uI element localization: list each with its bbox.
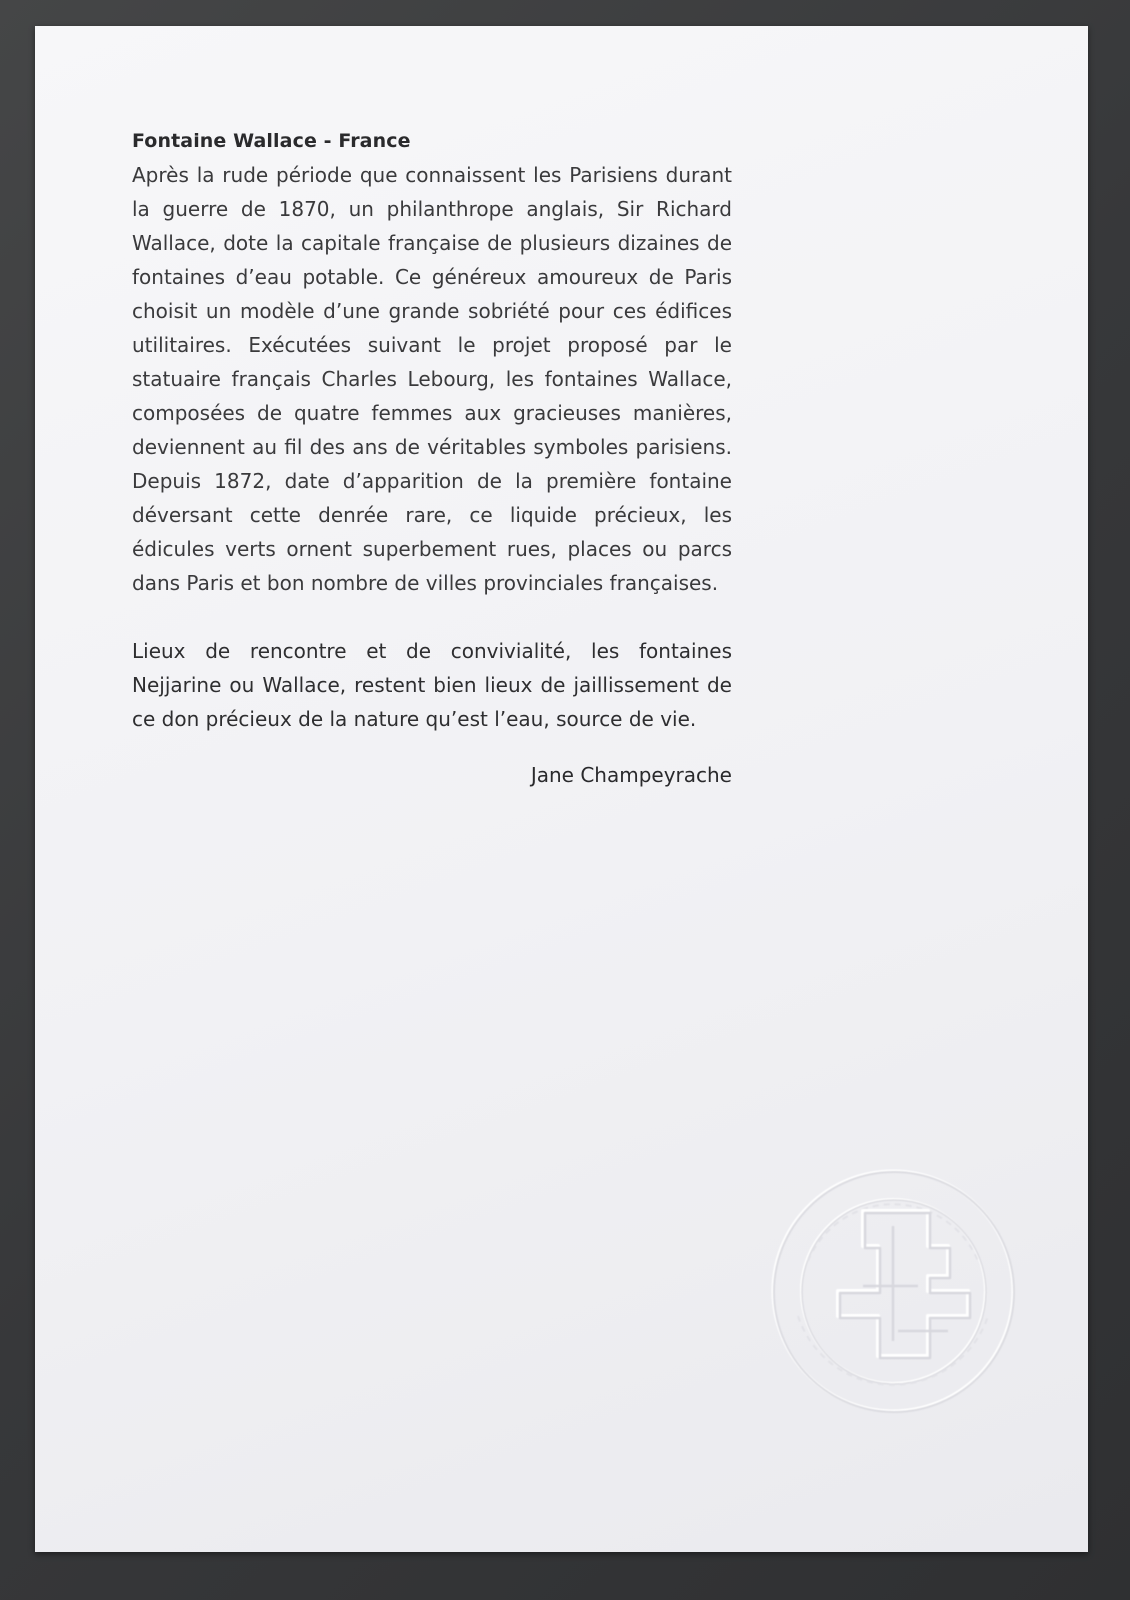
paragraph-meeting-places: Lieux de rencontre et de convivialité, les fontaines Nejjarine ou Wallace, restent bien lieux de jaillissement de ce don précieux de la nature qu’est l’eau, source de vie.: [132, 639, 732, 731]
author-signature: Jane Champeyrache: [530, 763, 732, 787]
document-title: Fontaine Wallace - France: [132, 130, 411, 152]
text-block: [132, 126, 732, 792]
document-card: [35, 26, 1088, 1552]
paragraph-history: Après la rude période que connaissent les Parisiens durant la guerre de 1870, un philanthrope anglais, Sir Richard Wallace, dote la capitale française de plusieurs dizaines de fontaines d’eau potable. Ce généreux amoureux de Paris choisit un modèle d’une grande sobriété pour ces édifices utilitaires. Exécutées suivant le projet proposé par le statuaire français Charles Lebourg, les fontaines Wallace, composées de quatre femmes aux gracieuses manières, deviennent au fil des ans de véritables symboles parisiens. Depuis 1872, date d’apparition de la première fontaine déversant cette denrée rare, ce liquide précieux, les édicules verts ornent superbement rues, places ou parcs dans Paris et bon nombre de villes provinciales françaises.: [132, 163, 732, 595]
embossed-seal-icon: [768, 1166, 1018, 1416]
